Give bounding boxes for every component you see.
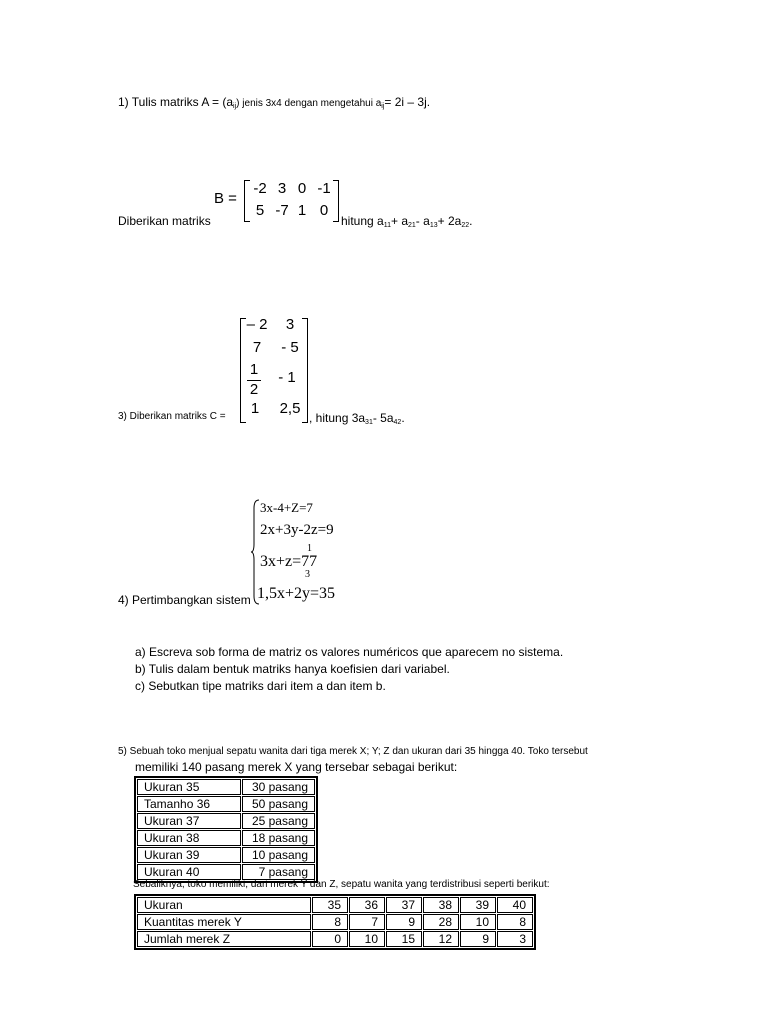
table-cell: 9 bbox=[386, 914, 422, 930]
table-cell: Ukuran 40 bbox=[137, 864, 241, 880]
table-cell: Ukuran 35 bbox=[137, 779, 241, 795]
matrix-b-cell: 0 bbox=[297, 180, 307, 197]
table-cell: Tamanho 36 bbox=[137, 796, 241, 812]
q1-subscript: ij bbox=[233, 103, 237, 110]
table-cell: Jumlah merek Z bbox=[137, 931, 311, 947]
q1-formula: = 2i – 3j. bbox=[384, 95, 431, 109]
matrix-c-cell: 7 bbox=[252, 339, 262, 356]
q5-line-2: memiliki 140 pasang merek X yang tersebar sebagai berikut: bbox=[135, 760, 458, 774]
matrix-b-cell: 3 bbox=[277, 180, 287, 197]
q1-text: 1) Tulis matriks A = (a bbox=[118, 95, 234, 109]
matrix-b-cell: -2 bbox=[253, 180, 267, 197]
table-row bbox=[137, 931, 533, 947]
q3-end: . bbox=[401, 411, 405, 425]
matrix-c-cell: 2,5 bbox=[279, 400, 301, 417]
q2-op: - a bbox=[415, 214, 430, 228]
q2-sub: 13 bbox=[429, 222, 438, 229]
table-cell: 8 bbox=[497, 914, 533, 930]
system-eq-3-den: 3 bbox=[305, 569, 310, 580]
q4-item-c: c) Sebutkan tipe matriks dari item a dan item b. bbox=[135, 679, 386, 693]
matrix-b-cell: 1 bbox=[297, 202, 307, 219]
table-cell: 35 bbox=[312, 897, 348, 913]
q2-end: . bbox=[469, 214, 473, 228]
matrix-b-cell: 5 bbox=[255, 202, 265, 219]
table-row bbox=[137, 914, 533, 930]
question-1 bbox=[118, 95, 430, 110]
matrix-c-cell: 1 bbox=[250, 400, 260, 417]
table-cell: 30 pasang bbox=[242, 779, 315, 795]
table-cell: Ukuran bbox=[137, 897, 311, 913]
table-cell: 15 bbox=[386, 931, 422, 947]
table-row bbox=[137, 897, 533, 913]
system-eq-2: 2x+3y-2z=9 bbox=[260, 522, 334, 538]
table-cell: 10 bbox=[460, 914, 496, 930]
q3-sub: 42 bbox=[393, 419, 402, 426]
matrix-c-cell: 3 bbox=[285, 316, 295, 333]
table-row bbox=[137, 864, 315, 880]
q2-op: + 2a bbox=[437, 214, 462, 228]
q3-hitung bbox=[309, 411, 405, 426]
table-cell: Kuantitas merek Y bbox=[137, 914, 311, 930]
q1-subscript-2: ij bbox=[381, 103, 385, 110]
matrix-c-cell: - 1 bbox=[278, 369, 296, 386]
matrix-b-label: B = bbox=[214, 190, 237, 207]
table-cell: 0 bbox=[312, 931, 348, 947]
q2-hitung bbox=[341, 214, 472, 229]
table-cell: 25 pasang bbox=[242, 813, 315, 829]
table-brand-x bbox=[134, 776, 318, 883]
q3-op: - 5a bbox=[372, 411, 394, 425]
table-cell: 12 bbox=[423, 931, 459, 947]
matrix-b-cell: -1 bbox=[317, 180, 331, 197]
q2-sub: 11 bbox=[383, 222, 391, 229]
q2-sub: 22 bbox=[461, 222, 470, 229]
table-cell: 40 bbox=[497, 897, 533, 913]
table-row bbox=[137, 796, 315, 812]
table-cell: 3 bbox=[497, 931, 533, 947]
table-cell: Ukuran 37 bbox=[137, 813, 241, 829]
table-cell: 9 bbox=[460, 931, 496, 947]
table-cell: 7 bbox=[349, 914, 385, 930]
matrix-b-cell: -7 bbox=[275, 202, 289, 219]
table-brand-yz bbox=[134, 894, 536, 950]
matrix-b-cell: 0 bbox=[319, 202, 329, 219]
matrix-c-frac-den: 2 bbox=[249, 381, 259, 398]
q3-sub: 31 bbox=[365, 419, 373, 426]
system-eq-3: 3x+z=77 bbox=[260, 553, 318, 570]
table-cell: 36 bbox=[349, 897, 385, 913]
table-cell: 50 pasang bbox=[242, 796, 315, 812]
q2-intro: Diberikan matriks bbox=[118, 214, 211, 228]
matrix-c-frac-num: 1 bbox=[249, 361, 259, 378]
table-row bbox=[137, 779, 315, 795]
q4-item-a: a) Escreva sob forma de matriz os valores numéricos que aparecem no sistema. bbox=[135, 645, 564, 659]
table-cell: 7 pasang bbox=[242, 864, 315, 880]
q2-sub: 21 bbox=[408, 222, 416, 229]
q5-line-1: 5) Sebuah toko menjual sepatu wanita dari tiga merek X; Y; Z dan ukuran dari 35 hingga 40. Toko tersebut bbox=[118, 746, 588, 757]
q1-text-mid: ) jenis 3x4 dengan mengetahui a bbox=[236, 98, 382, 109]
system-eq-4: 1,5x+2y=35 bbox=[257, 585, 336, 602]
q3-intro: 3) Diberikan matriks C = bbox=[118, 411, 226, 422]
table-row bbox=[137, 813, 315, 829]
table-row bbox=[137, 847, 315, 863]
table-cell: Ukuran 39 bbox=[137, 847, 241, 863]
q3-hitung-text: , hitung 3a bbox=[309, 411, 366, 425]
q4-item-b: b) Tulis dalam bentuk matriks hanya koefisien dari variabel. bbox=[135, 662, 450, 676]
table-cell: 39 bbox=[460, 897, 496, 913]
q2-hitung-text: hitung a bbox=[341, 214, 384, 228]
system-eq-1: 3x-4+Z=7 bbox=[260, 500, 313, 515]
q5-line-3: Sebaliknya, toko memiliki, dari merek Y dan Z, sepatu wanita yang terdistribusi seperti berikut: bbox=[133, 879, 550, 890]
q2-op: + a bbox=[390, 214, 408, 228]
matrix-c-cell: – 2 bbox=[246, 316, 268, 333]
system-eq-3-num: 1 bbox=[307, 543, 312, 554]
matrix-c-cell: - 5 bbox=[281, 339, 299, 356]
table-cell: 10 bbox=[349, 931, 385, 947]
table-cell: 38 bbox=[423, 897, 459, 913]
table-cell: 18 pasang bbox=[242, 830, 315, 846]
matrix-c-right-bracket bbox=[302, 318, 308, 423]
table-cell: 37 bbox=[386, 897, 422, 913]
table-cell: 8 bbox=[312, 914, 348, 930]
table-cell: 28 bbox=[423, 914, 459, 930]
table-cell: Ukuran 38 bbox=[137, 830, 241, 846]
table-cell: 10 pasang bbox=[242, 847, 315, 863]
q4-intro: 4) Pertimbangkan sistem bbox=[118, 593, 251, 607]
table-row bbox=[137, 830, 315, 846]
